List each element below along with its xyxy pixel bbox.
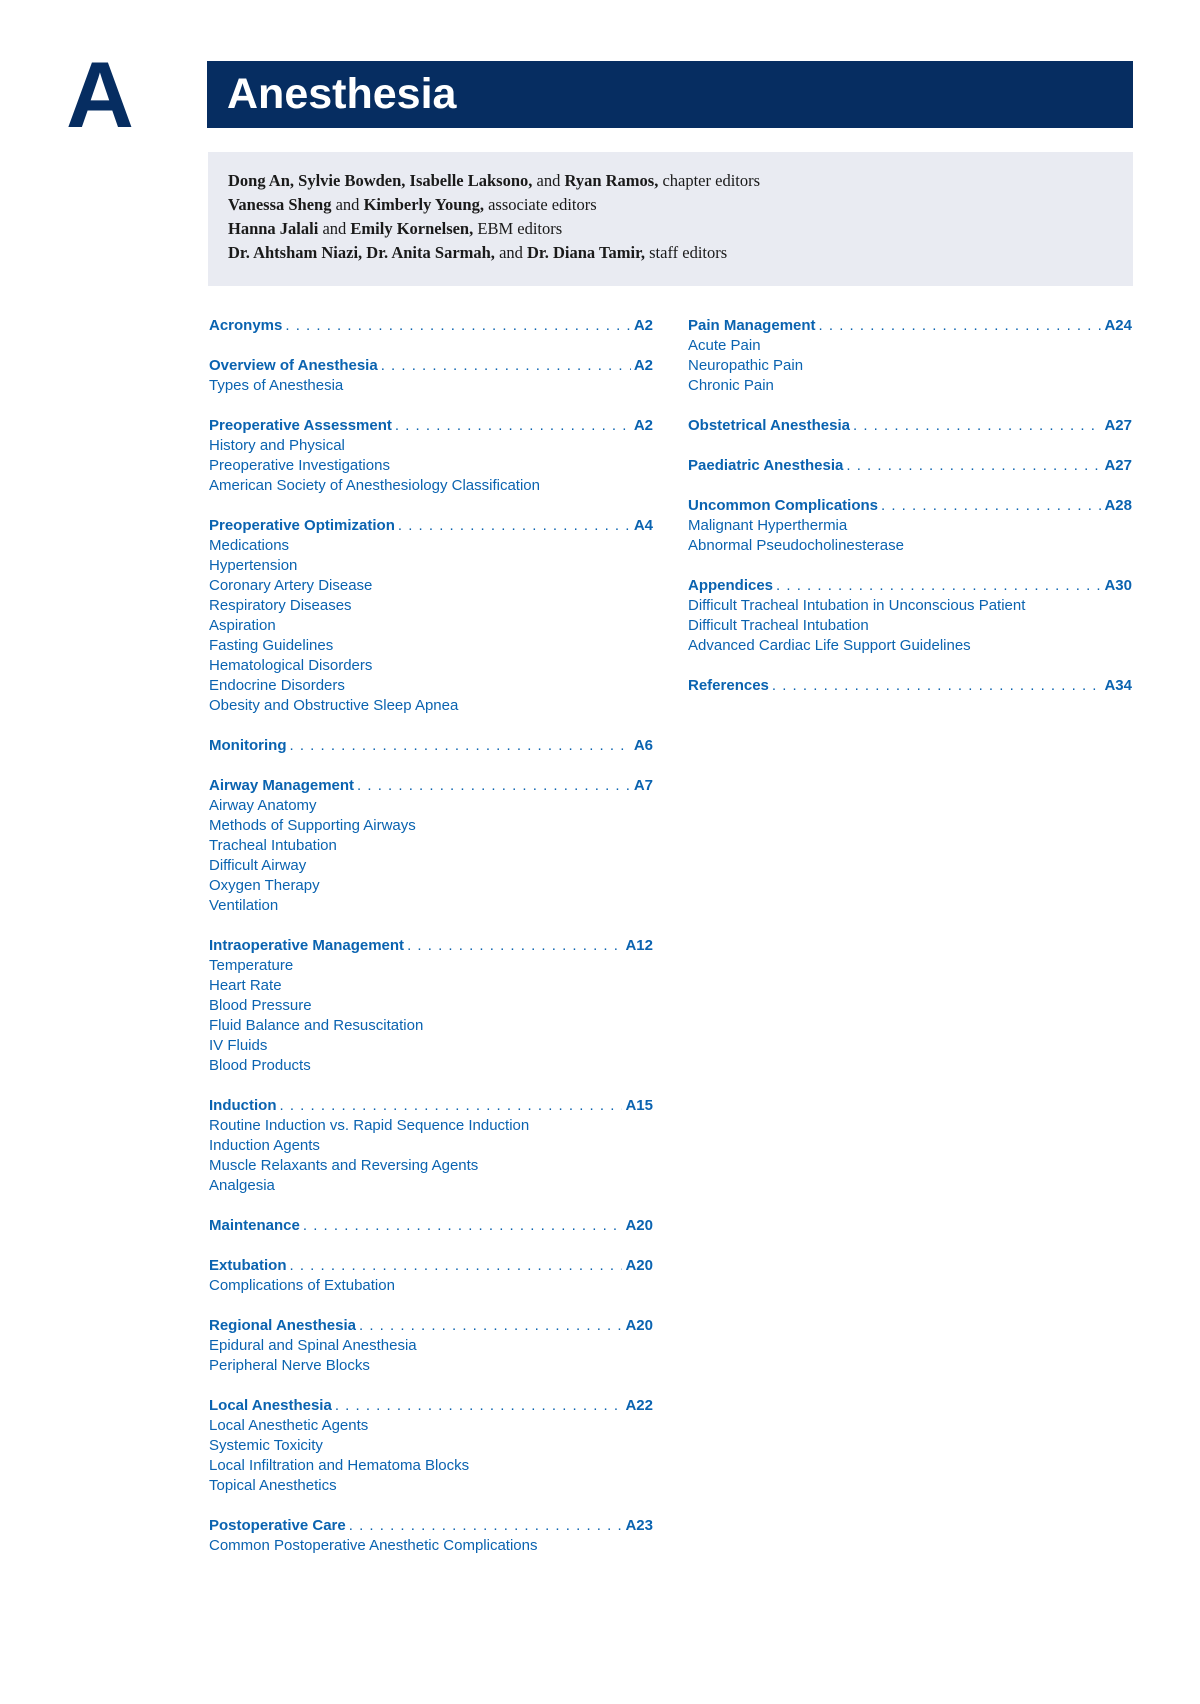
toc-entry-title[interactable]: Appendices bbox=[688, 577, 774, 594]
toc-subentry-difficult-tracheal-intubation[interactable]: Difficult Tracheal Intubation bbox=[688, 617, 869, 634]
editor-conjunction: and bbox=[494, 243, 528, 262]
toc-section-acronyms bbox=[209, 316, 653, 336]
toc-entry-title[interactable]: Uncommon Complications bbox=[688, 497, 879, 514]
toc-leader-dots bbox=[359, 1316, 622, 1336]
toc-leader-dots bbox=[357, 776, 631, 796]
toc-page-number[interactable]: A24 bbox=[1104, 317, 1132, 334]
toc-page-number[interactable]: A2 bbox=[633, 417, 653, 434]
toc-entry-monitoring[interactable] bbox=[209, 736, 653, 756]
toc-entry-overview-of-anesthesia[interactable] bbox=[209, 356, 653, 376]
toc-subentry-complications-of-extubation[interactable]: Complications of Extubation bbox=[209, 1277, 395, 1294]
toc-section-appendices bbox=[688, 576, 1132, 656]
toc-subentry-difficult-tracheal-intubation-in-unconscious-patient[interactable]: Difficult Tracheal Intubation in Unconscious Patient bbox=[688, 597, 1026, 614]
editor-names: Kimberly Young, bbox=[363, 195, 484, 214]
toc-leader-dots bbox=[381, 356, 631, 376]
toc-section-references bbox=[688, 676, 1132, 696]
toc-subentry-malignant-hyperthermia[interactable]: Malignant Hyperthermia bbox=[688, 517, 848, 534]
toc-subentry-abnormal-pseudocholinesterase[interactable]: Abnormal Pseudocholinesterase bbox=[688, 537, 904, 554]
toc-entry-acronyms[interactable] bbox=[209, 316, 653, 336]
toc-entry-title[interactable]: Pain Management bbox=[688, 317, 816, 334]
toc-page-number[interactable]: A27 bbox=[1104, 457, 1132, 474]
toc-leader-dots bbox=[398, 516, 631, 536]
toc-right-column bbox=[688, 316, 1132, 716]
editor-conjunction: and bbox=[318, 219, 351, 238]
toc-subentry-ventilation[interactable]: Ventilation bbox=[209, 897, 279, 914]
editor-role: associate editors bbox=[483, 195, 597, 214]
toc-section-extubation bbox=[209, 1256, 653, 1296]
editor-role: chapter editors bbox=[658, 171, 761, 190]
editor-names: Emily Kornelsen, bbox=[350, 219, 474, 238]
toc-subentry-blood-products[interactable]: Blood Products bbox=[209, 1057, 311, 1074]
toc-subentry-local-infiltration-and-hematoma-blocks[interactable]: Local Infiltration and Hematoma Blocks bbox=[209, 1457, 470, 1474]
toc-page-number[interactable]: A20 bbox=[625, 1317, 653, 1334]
toc-leader-dots bbox=[407, 936, 622, 956]
toc-subentry-endocrine-disorders[interactable]: Endocrine Disorders bbox=[209, 677, 345, 694]
editor-conjunction: and bbox=[532, 171, 565, 190]
toc-leader-dots bbox=[335, 1396, 623, 1416]
toc-entry-title[interactable]: References bbox=[688, 677, 769, 694]
toc-subentry-american-society-of-anesthesiology-classification[interactable]: American Society of Anesthesiology Classification bbox=[209, 477, 540, 494]
toc-subentry-muscle-relaxants-and-reversing-agents[interactable]: Muscle Relaxants and Reversing Agents bbox=[209, 1157, 479, 1174]
toc-page-number[interactable]: A23 bbox=[625, 1517, 653, 1534]
toc-entry-paediatric-anesthesia[interactable] bbox=[688, 456, 1132, 476]
toc-entry-references[interactable] bbox=[688, 676, 1132, 696]
toc-section-intraoperative-management bbox=[209, 936, 653, 1076]
toc-entry-extubation[interactable] bbox=[209, 1256, 653, 1276]
toc-subentry-oxygen-therapy[interactable]: Oxygen Therapy bbox=[209, 877, 320, 894]
editor-role: EBM editors bbox=[473, 219, 563, 238]
toc-entry-local-anesthesia[interactable] bbox=[209, 1396, 653, 1416]
toc-subentry-airway-anatomy[interactable]: Airway Anatomy bbox=[209, 797, 317, 814]
toc-subentry-neuropathic-pain[interactable]: Neuropathic Pain bbox=[688, 357, 804, 374]
toc-entry-pain-management[interactable] bbox=[688, 316, 1132, 336]
toc-subentry-induction-agents[interactable]: Induction Agents bbox=[209, 1137, 320, 1154]
toc-section-preoperative-assessment bbox=[209, 416, 653, 496]
toc-leader-dots bbox=[772, 676, 1102, 696]
toc-page-number[interactable]: A2 bbox=[633, 357, 653, 374]
toc-page-number[interactable]: A6 bbox=[633, 737, 653, 754]
toc-leader-dots bbox=[349, 1516, 623, 1536]
toc-page-number[interactable]: A27 bbox=[1104, 417, 1132, 434]
toc-section-induction bbox=[209, 1096, 653, 1196]
toc-entry-title[interactable]: Induction bbox=[209, 1097, 277, 1114]
toc-subentry-difficult-airway[interactable]: Difficult Airway bbox=[209, 857, 307, 874]
editors-box bbox=[208, 152, 1133, 286]
toc-page-number[interactable]: A4 bbox=[633, 517, 653, 534]
toc-leader-dots bbox=[303, 1216, 623, 1236]
toc-subentry-hematological-disorders[interactable]: Hematological Disorders bbox=[209, 657, 373, 674]
toc-subentry-common-postoperative-anesthetic-complications[interactable]: Common Postoperative Anesthetic Complications bbox=[209, 1537, 538, 1554]
toc-leader-dots bbox=[846, 456, 1101, 476]
toc-leader-dots bbox=[285, 316, 630, 336]
toc-section-local-anesthesia bbox=[209, 1396, 653, 1496]
toc-entry-title[interactable]: Airway Management bbox=[209, 777, 355, 794]
toc-section-preoperative-optimization bbox=[209, 516, 653, 716]
toc-page-number[interactable]: A12 bbox=[625, 937, 653, 954]
toc-leader-dots bbox=[819, 316, 1102, 336]
toc-entry-postoperative-care[interactable] bbox=[209, 1516, 653, 1536]
toc-subentry-local-anesthetic-agents[interactable]: Local Anesthetic Agents bbox=[209, 1417, 369, 1434]
toc-entry-obstetrical-anesthesia[interactable] bbox=[688, 416, 1132, 436]
toc-page-number[interactable]: A2 bbox=[633, 317, 653, 334]
toc-subentry-heart-rate[interactable]: Heart Rate bbox=[209, 977, 282, 994]
editor-names: Dr. Diana Tamir, bbox=[527, 243, 645, 262]
editor-line-staff bbox=[228, 241, 1133, 265]
toc-leader-dots bbox=[776, 576, 1101, 596]
toc-entry-title[interactable]: Extubation bbox=[209, 1257, 287, 1274]
toc-subentry-acute-pain[interactable]: Acute Pain bbox=[688, 337, 761, 354]
toc-subentry-hypertension[interactable]: Hypertension bbox=[209, 557, 298, 574]
toc-subentry-chronic-pain[interactable]: Chronic Pain bbox=[688, 377, 774, 394]
toc-entry-title[interactable]: Overview of Anesthesia bbox=[209, 357, 378, 374]
toc-subentry-coronary-artery-disease[interactable]: Coronary Artery Disease bbox=[209, 577, 373, 594]
toc-section-pain-management bbox=[688, 316, 1132, 396]
toc-leader-dots bbox=[290, 1256, 623, 1276]
toc-entry-title[interactable]: Obstetrical Anesthesia bbox=[688, 417, 851, 434]
toc-subentry-tracheal-intubation[interactable]: Tracheal Intubation bbox=[209, 837, 337, 854]
toc-entry-maintenance[interactable] bbox=[209, 1216, 653, 1236]
toc-page-number[interactable]: A28 bbox=[1104, 497, 1132, 514]
editor-line-chapter bbox=[228, 169, 1133, 193]
toc-leader-dots bbox=[881, 496, 1101, 516]
toc-entry-title[interactable]: Maintenance bbox=[209, 1217, 300, 1234]
toc-section-maintenance bbox=[209, 1216, 653, 1236]
toc-subentry-preoperative-investigations[interactable]: Preoperative Investigations bbox=[209, 457, 390, 474]
toc-subentry-systemic-toxicity[interactable]: Systemic Toxicity bbox=[209, 1437, 323, 1454]
editor-role: staff editors bbox=[645, 243, 728, 262]
toc-leader-dots bbox=[280, 1096, 623, 1116]
toc-subentry-aspiration[interactable]: Aspiration bbox=[209, 617, 276, 634]
toc-entry-title[interactable]: Regional Anesthesia bbox=[209, 1317, 356, 1334]
toc-subentry-medications[interactable]: Medications bbox=[209, 537, 290, 554]
toc-page-number[interactable]: A22 bbox=[625, 1397, 653, 1414]
toc-subentry-iv-fluids[interactable]: IV Fluids bbox=[209, 1037, 268, 1054]
toc-page-number[interactable]: A20 bbox=[625, 1217, 653, 1234]
toc-page-number[interactable]: A20 bbox=[625, 1257, 653, 1274]
toc-entry-airway-management[interactable] bbox=[209, 776, 653, 796]
editor-line-ebm bbox=[228, 217, 1133, 241]
toc-section-monitoring bbox=[209, 736, 653, 756]
toc-entry-title[interactable]: Intraoperative Management bbox=[209, 937, 405, 954]
toc-section-paediatric-anesthesia bbox=[688, 456, 1132, 476]
editor-names: Vanessa Sheng bbox=[228, 195, 332, 214]
toc-subentry-fluid-balance-and-resuscitation[interactable]: Fluid Balance and Resuscitation bbox=[209, 1017, 424, 1034]
toc-entry-title[interactable]: Preoperative Assessment bbox=[209, 417, 392, 434]
toc-subentry-fasting-guidelines[interactable]: Fasting Guidelines bbox=[209, 637, 334, 654]
editor-conjunction: and bbox=[331, 195, 364, 214]
toc-subentry-topical-anesthetics[interactable]: Topical Anesthetics bbox=[209, 1477, 337, 1494]
toc-entry-title[interactable]: Postoperative Care bbox=[209, 1517, 346, 1534]
toc-page-number[interactable]: A7 bbox=[633, 777, 653, 794]
toc-entry-title[interactable]: Acronyms bbox=[209, 317, 283, 334]
editor-line-associate bbox=[228, 193, 1133, 217]
chapter-title: Anesthesia bbox=[227, 70, 457, 118]
toc-entry-title[interactable]: Preoperative Optimization bbox=[209, 517, 395, 534]
toc-entry-title[interactable]: Paediatric Anesthesia bbox=[688, 457, 844, 474]
toc-subentry-history-and-physical[interactable]: History and Physical bbox=[209, 437, 345, 454]
toc-entry-uncommon-complications[interactable] bbox=[688, 496, 1132, 516]
toc-subentry-types-of-anesthesia[interactable]: Types of Anesthesia bbox=[209, 377, 344, 394]
toc-subentry-epidural-and-spinal-anesthesia[interactable]: Epidural and Spinal Anesthesia bbox=[209, 1337, 417, 1354]
toc-section-postoperative-care bbox=[209, 1516, 653, 1556]
toc-page-number[interactable]: A34 bbox=[1104, 677, 1132, 694]
toc-section-regional-anesthesia bbox=[209, 1316, 653, 1376]
editor-names: Hanna Jalali bbox=[228, 219, 319, 238]
toc-section-uncommon-complications bbox=[688, 496, 1132, 556]
toc-subentry-blood-pressure[interactable]: Blood Pressure bbox=[209, 997, 312, 1014]
toc-entry-intraoperative-management[interactable] bbox=[209, 936, 653, 956]
toc-subentry-advanced-cardiac-life-support-guidelines[interactable]: Advanced Cardiac Life Support Guidelines bbox=[688, 637, 971, 654]
toc-entry-induction[interactable] bbox=[209, 1096, 653, 1116]
editor-names: Dr. Ahtsham Niazi, Dr. Anita Sarmah, bbox=[228, 243, 495, 262]
editor-names: Ryan Ramos, bbox=[564, 171, 659, 190]
toc-entry-preoperative-assessment[interactable] bbox=[209, 416, 653, 436]
toc-subentry-methods-of-supporting-airways[interactable]: Methods of Supporting Airways bbox=[209, 817, 416, 834]
toc-subentry-respiratory-diseases[interactable]: Respiratory Diseases bbox=[209, 597, 352, 614]
toc-leader-dots bbox=[853, 416, 1101, 436]
toc-entry-title[interactable]: Monitoring bbox=[209, 737, 287, 754]
toc-section-airway-management bbox=[209, 776, 653, 916]
toc-entry-preoperative-optimization[interactable] bbox=[209, 516, 653, 536]
chapter-letter: A bbox=[66, 42, 134, 147]
toc-subentry-routine-induction-vs-rapid-sequence-induction[interactable]: Routine Induction vs. Rapid Sequence Induction bbox=[209, 1117, 530, 1134]
toc-subentry-temperature[interactable]: Temperature bbox=[209, 957, 294, 974]
chapter-title-bar bbox=[207, 61, 1133, 128]
toc-entry-appendices[interactable] bbox=[688, 576, 1132, 596]
toc-leader-dots bbox=[395, 416, 631, 436]
toc-leader-dots bbox=[289, 736, 630, 756]
editor-names: Dong An, Sylvie Bowden, Isabelle Laksono, bbox=[228, 171, 533, 190]
toc-entry-title[interactable]: Local Anesthesia bbox=[209, 1397, 332, 1414]
toc-entry-regional-anesthesia[interactable] bbox=[209, 1316, 653, 1336]
toc-page-number[interactable]: A15 bbox=[625, 1097, 653, 1114]
toc-section-overview-of-anesthesia bbox=[209, 356, 653, 396]
toc-section-obstetrical-anesthesia bbox=[688, 416, 1132, 436]
toc-page-number[interactable]: A30 bbox=[1104, 577, 1132, 594]
toc-subentry-obesity-and-obstructive-sleep-apnea[interactable]: Obesity and Obstructive Sleep Apnea bbox=[209, 697, 459, 714]
toc-subentry-peripheral-nerve-blocks[interactable]: Peripheral Nerve Blocks bbox=[209, 1357, 370, 1374]
toc-subentry-analgesia[interactable]: Analgesia bbox=[209, 1177, 275, 1194]
toc-left-column bbox=[209, 316, 653, 1576]
